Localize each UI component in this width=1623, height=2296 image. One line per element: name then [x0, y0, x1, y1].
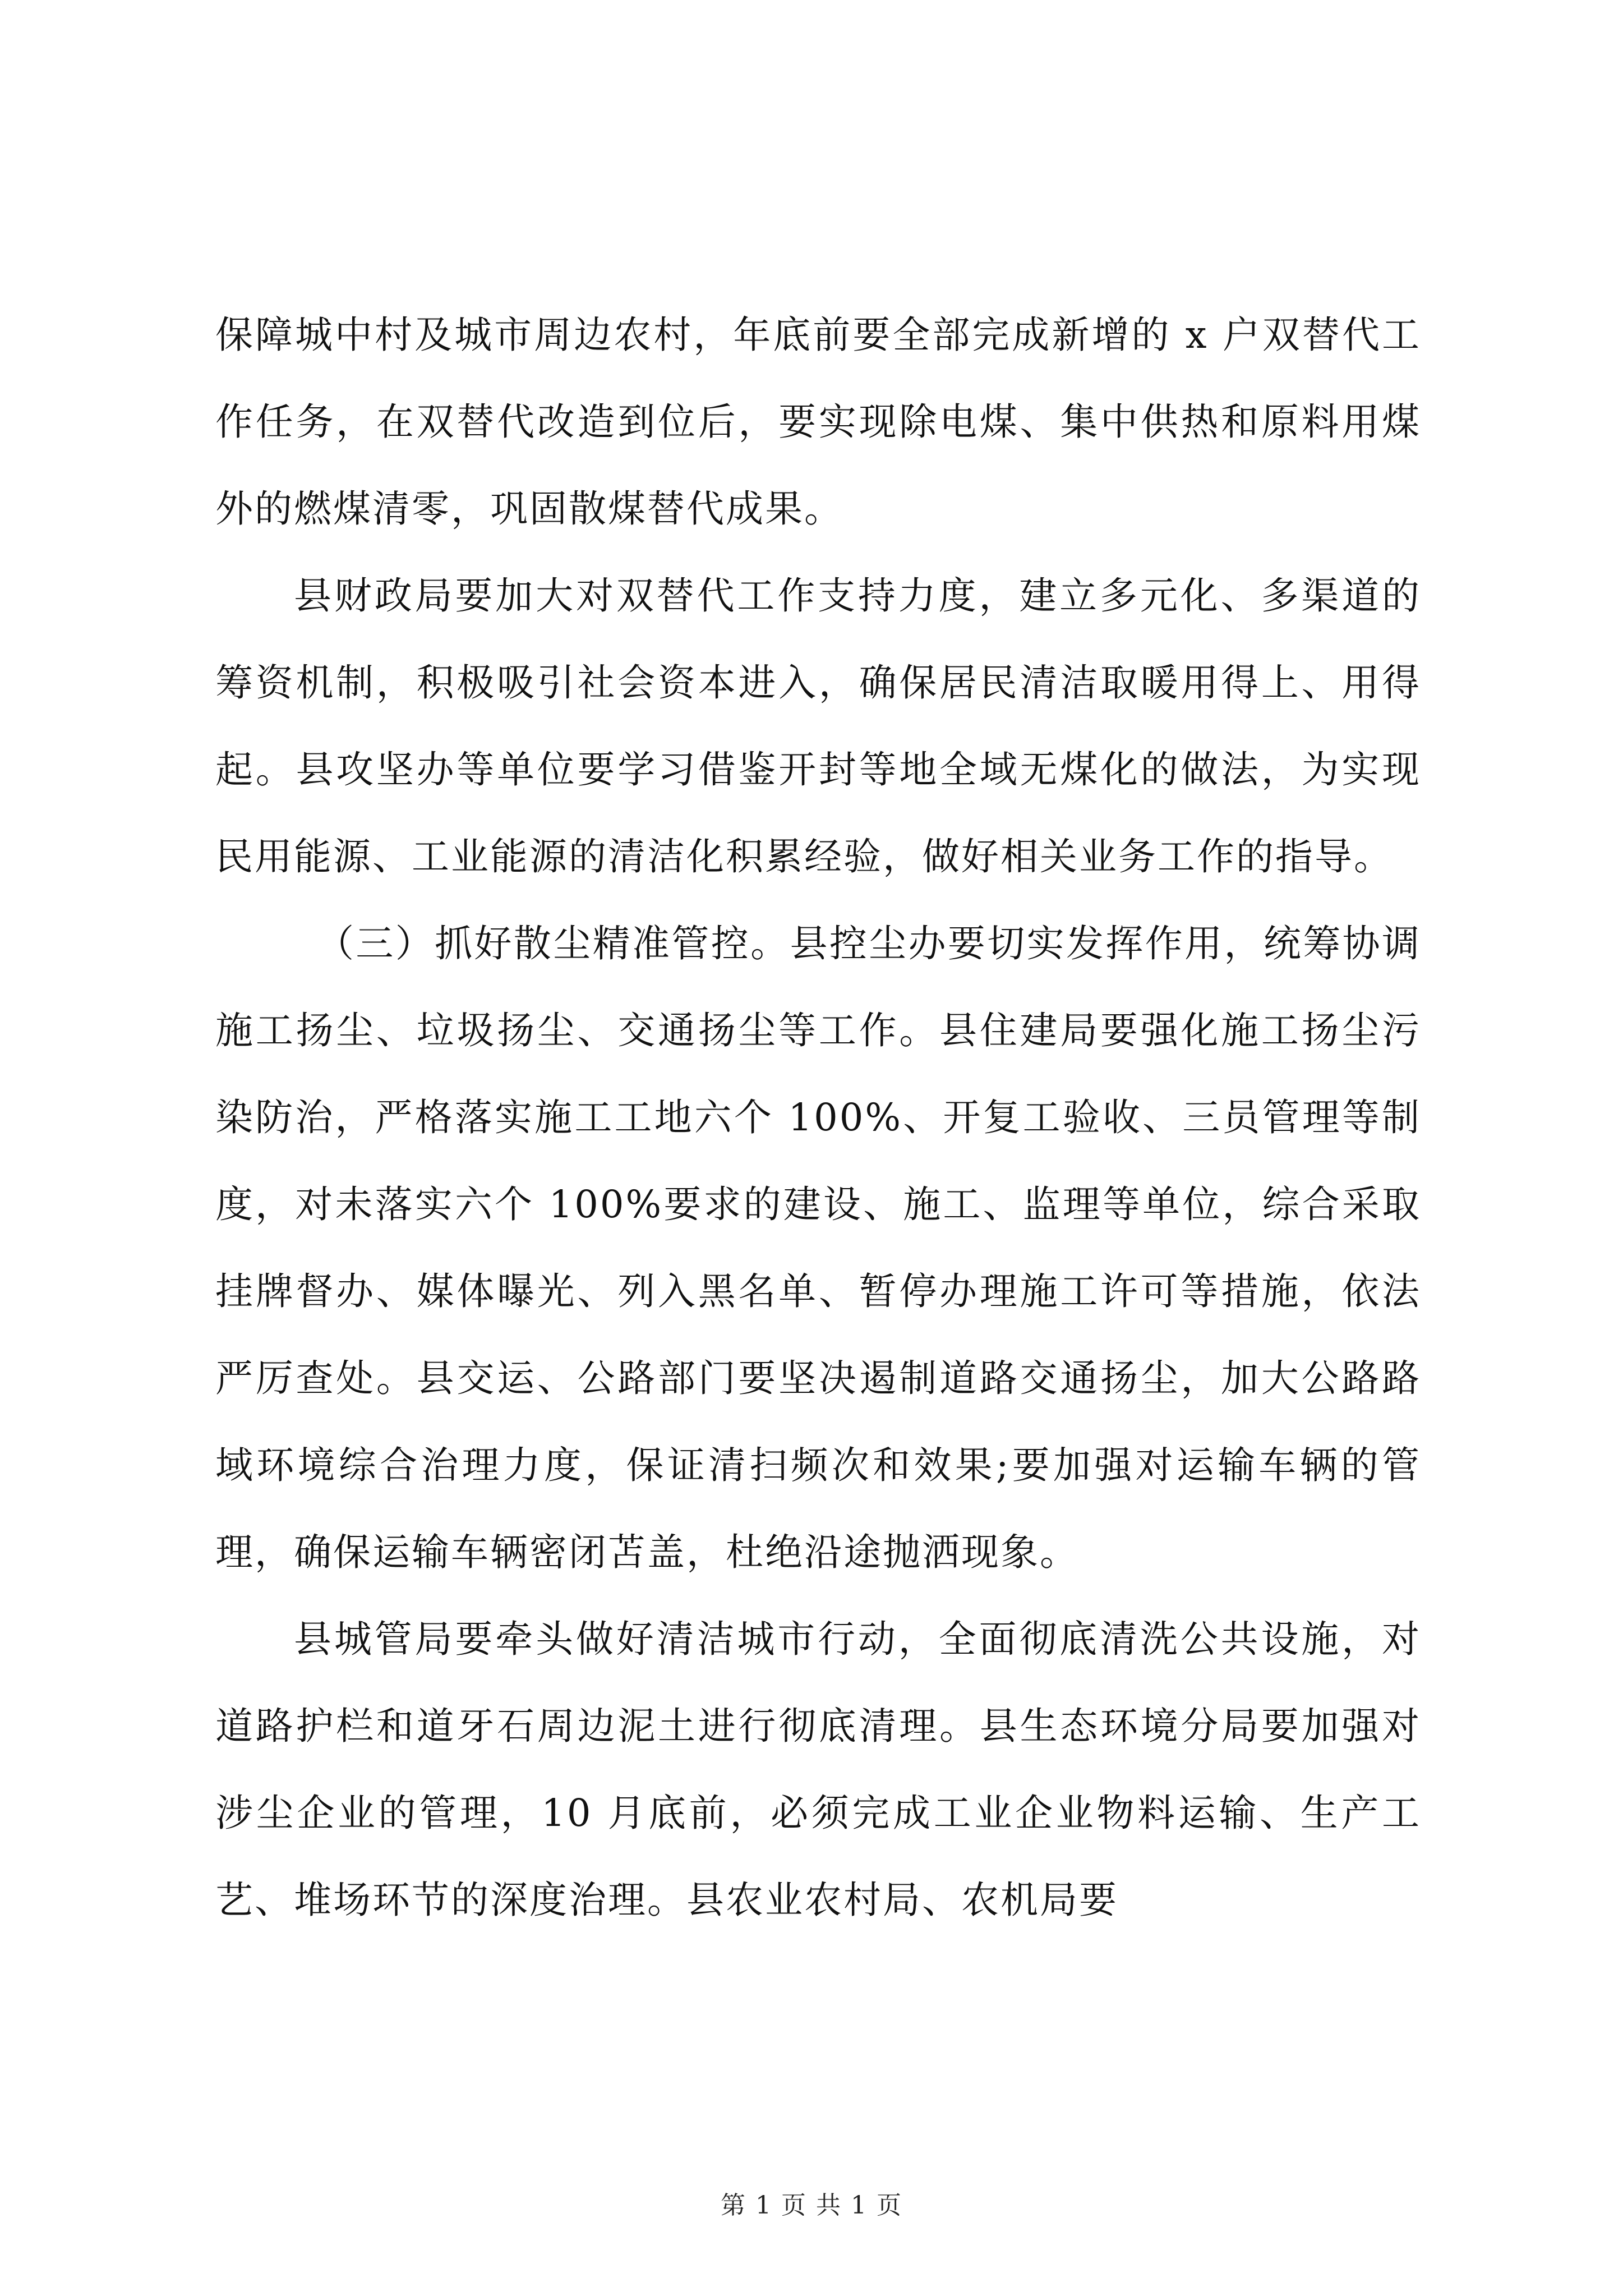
paragraph-continuation: 保障城中村及城市周边农村，年底前要全部完成新增的 x 户双替代工作任务，在双替代改造到位后，要实现除电煤、集中供热和原料用煤外的燃煤清零，巩固散煤替代成果。: [215, 313, 1421, 531]
paragraph-dust-control: （三）抓好散尘精准管控。县控尘办要切实发挥作用，统筹协调施工扬尘、垃圾扬尘、交通扬尘等工作。县住建局要强化施工扬尘污染防治，严格落实施工工地六个 100%、开复工验收、三员管理等制度，对未落实六个 100%要求的建设、施工、监理等单位，综合采取挂牌督办、媒体曝光、列入黑名单、暂停办理施工许可等措施，依法严厉查处。县交运、公路部门要坚决遏制道路交通扬尘，加大公路路域环境综合治理力度，保证清扫频次和效果;要加强对运输车辆的管理，确保运输车辆密闭苫盖，杜绝沿途抛洒现象。: [215, 922, 1421, 1574]
document-body: [215, 292, 1421, 1944]
paragraph-urban-management: 县城管局要牵头做好清洁城市行动，全面彻底清洗公共设施，对道路护栏和道牙石周边泥土进行彻底清理。县生态环境分局要加强对涉尘企业的管理，10 月底前，必须完成工业企业物料运输、生产工艺、堆场环节的深度治理。县农业农村局、农机局要: [215, 1617, 1421, 1922]
page-number-footer: 第 1 页 共 1 页: [721, 2191, 902, 2220]
paragraph-finance-bureau: 县财政局要加大对双替代工作支持力度，建立多元化、多渠道的筹资机制，积极吸引社会资本进入，确保居民清洁取暖用得上、用得起。县攻坚办等单位要学习借鉴开封等地全域无煤化的做法，为实现民用能源、工业能源的清洁化积累经验，做好相关业务工作的指导。: [215, 574, 1421, 878]
